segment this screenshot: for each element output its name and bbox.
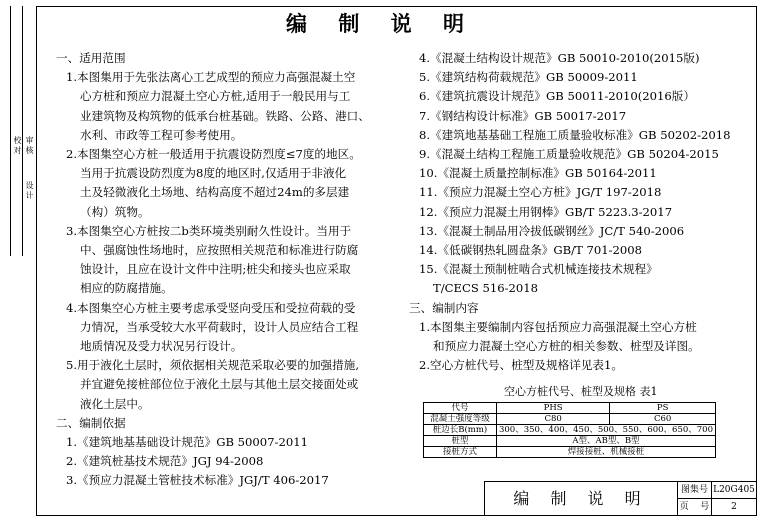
text-line: 力情况，当承受较大水平荷载时，设计人员应结合工程 bbox=[80, 319, 359, 334]
text-line: 2.空心方桩代号、桩型及规格详见表1。 bbox=[419, 358, 623, 373]
table-cell: 焊接接桩、机械接桩 bbox=[496, 447, 715, 458]
spec-table bbox=[423, 402, 716, 458]
text-line: 4.《混凝土结构设计规范》GB 50010-2010(2015版) bbox=[419, 51, 700, 65]
strip-line bbox=[22, 6, 23, 256]
text-line: 12.《预应力混凝土用钢棒》GB/T 5223.3-2017 bbox=[419, 204, 673, 219]
text-line: 1.《建筑地基基础设计规范》GB 50007-2011 bbox=[66, 435, 308, 450]
table-cell: PS bbox=[610, 403, 716, 414]
table-cell: 接桩方式 bbox=[424, 447, 497, 458]
text-line: 3.本图集空心方桩按二b类环境类别耐久性设计。当用于 bbox=[66, 223, 352, 238]
text-line: T/CECS 516-2018 bbox=[433, 281, 539, 296]
text-line: 1.本图集主要编制内容包括预应力高强混凝土空心方桩 bbox=[419, 319, 697, 334]
binding-strip bbox=[0, 6, 36, 256]
text-line: 5.《建筑结构荷载规范》GB 50009-2011 bbox=[419, 70, 638, 85]
text-line: 6.《建筑抗震设计规范》GB 50011-2010(2016版） bbox=[419, 89, 695, 104]
title-block bbox=[484, 481, 757, 516]
text-line: 业建筑物及构筑物的低承台桩基础。铁路、公路、港口、 bbox=[80, 108, 370, 123]
design-label: 设计 bbox=[25, 181, 34, 201]
table-caption: 空心方桩代号、桩型及规格 表1 bbox=[504, 385, 658, 398]
text-line: 地质情况及受力状况另行设计。 bbox=[80, 339, 243, 354]
table-cell: C80 bbox=[496, 414, 609, 425]
atlas-number-label: 图集号 bbox=[678, 482, 712, 499]
text-line: 14.《低碳钢热轧圆盘条》GB/T 701-2008 bbox=[419, 243, 643, 258]
table-row bbox=[424, 436, 716, 447]
text-line: 9.《混凝土结构工程施工质量验收规范》GB 50204-2015 bbox=[419, 147, 719, 162]
text-line: 10.《混凝土质量控制标准》GB 50164-2011 bbox=[419, 166, 657, 181]
text-line: 和预应力混凝土空心方桩的相关参数、桩型及详图。 bbox=[433, 339, 700, 354]
text-line: 水利、市政等工程可参考使用。 bbox=[80, 127, 243, 142]
text-line: 中、强腐蚀性场地时，应按照相关规范和标准进行防腐 bbox=[80, 243, 359, 258]
text-line: 当用于抗震设防烈度为8度的地区时,仅适用于非液化 bbox=[80, 166, 347, 181]
section-heading: 三、编制内容 bbox=[409, 300, 479, 315]
text-line: （构）筑物。 bbox=[80, 204, 150, 219]
left-column bbox=[56, 49, 370, 491]
text-line: 心方桩和预应力混凝土空心方桩,适用于一般民用与工 bbox=[80, 89, 351, 104]
table-cell: 300、350、400、450、500、550、600、650、700 bbox=[496, 425, 715, 436]
table-row bbox=[424, 414, 716, 425]
proofread-label: 校对 bbox=[13, 136, 22, 156]
table-cell: C60 bbox=[610, 414, 716, 425]
table-row bbox=[424, 425, 716, 436]
strip-line bbox=[10, 6, 11, 256]
page-title: 编 制 说 明 bbox=[286, 11, 476, 36]
text-line: 相应的防腐措施。 bbox=[80, 281, 173, 296]
table-cell: 混凝土强度等级 bbox=[424, 414, 497, 425]
table-row bbox=[424, 447, 716, 458]
table-row bbox=[424, 403, 716, 414]
text-line: 蚀设计，且应在设计文件中注明;桩尖和接头也应采取 bbox=[80, 262, 351, 277]
text-line: 2.《建筑桩基技术规范》JGJ 94-2008 bbox=[66, 454, 264, 469]
table-cell: A型、AB型、B型 bbox=[496, 436, 715, 447]
title-block-main: 编 制 说 明 bbox=[485, 482, 678, 516]
table-cell: 桩型 bbox=[424, 436, 497, 447]
text-line: 11.《预应力混凝土空心方桩》JG/T 197-2018 bbox=[419, 185, 662, 200]
text-line: 4.本图集空心方桩主要考虑承受竖向受压和受拉荷载的受 bbox=[66, 300, 356, 315]
text-line: 3.《预应力混凝土管桩技术标准》JGJ/T 406-2017 bbox=[66, 473, 329, 488]
section-heading: 二、编制依据 bbox=[56, 415, 126, 430]
atlas-number-value: L20G405 bbox=[712, 482, 756, 499]
review-label: 审核 bbox=[25, 136, 34, 156]
page-number-value: 2 bbox=[731, 502, 737, 512]
text-line: 7.《钢结构设计标准》GB 50017-2017 bbox=[419, 108, 627, 123]
table-cell: 桩边长B(mm) bbox=[424, 425, 497, 436]
text-line: 2.本图集空心方桩一般适用于抗震设防烈度≤7度的地区。 bbox=[66, 147, 361, 162]
table-cell: 代号 bbox=[424, 403, 497, 414]
text-line: 5.用于液化土层时，须依据相关规范采取必要的加强措施, bbox=[66, 358, 359, 373]
section-heading: 一、适用范围 bbox=[56, 51, 126, 65]
text-line: 液化土层中。 bbox=[80, 396, 150, 411]
right-column bbox=[409, 49, 731, 375]
text-line: 13.《混凝土制品用冷拔低碳钢丝》JC/T 540-2006 bbox=[419, 223, 685, 238]
text-line: 并宜避免接桩部位位于液化土层与其他土层交接面处或 bbox=[80, 377, 359, 392]
text-line: 土及轻微液化土场地、结构高度不超过24m的多层建 bbox=[80, 185, 350, 200]
text-line: 15.《混凝土预制桩啮合式机械连接技术规程》 bbox=[419, 262, 658, 277]
text-line: 8.《建筑地基基础工程施工质量验收标准》GB 50202-2018 bbox=[419, 127, 731, 142]
text-line: 1.本图集用于先张法离心工艺成型的预应力高强混凝土空 bbox=[66, 70, 356, 85]
table-cell: PHS bbox=[496, 403, 609, 414]
page-number-label: 页 号 bbox=[678, 499, 712, 516]
